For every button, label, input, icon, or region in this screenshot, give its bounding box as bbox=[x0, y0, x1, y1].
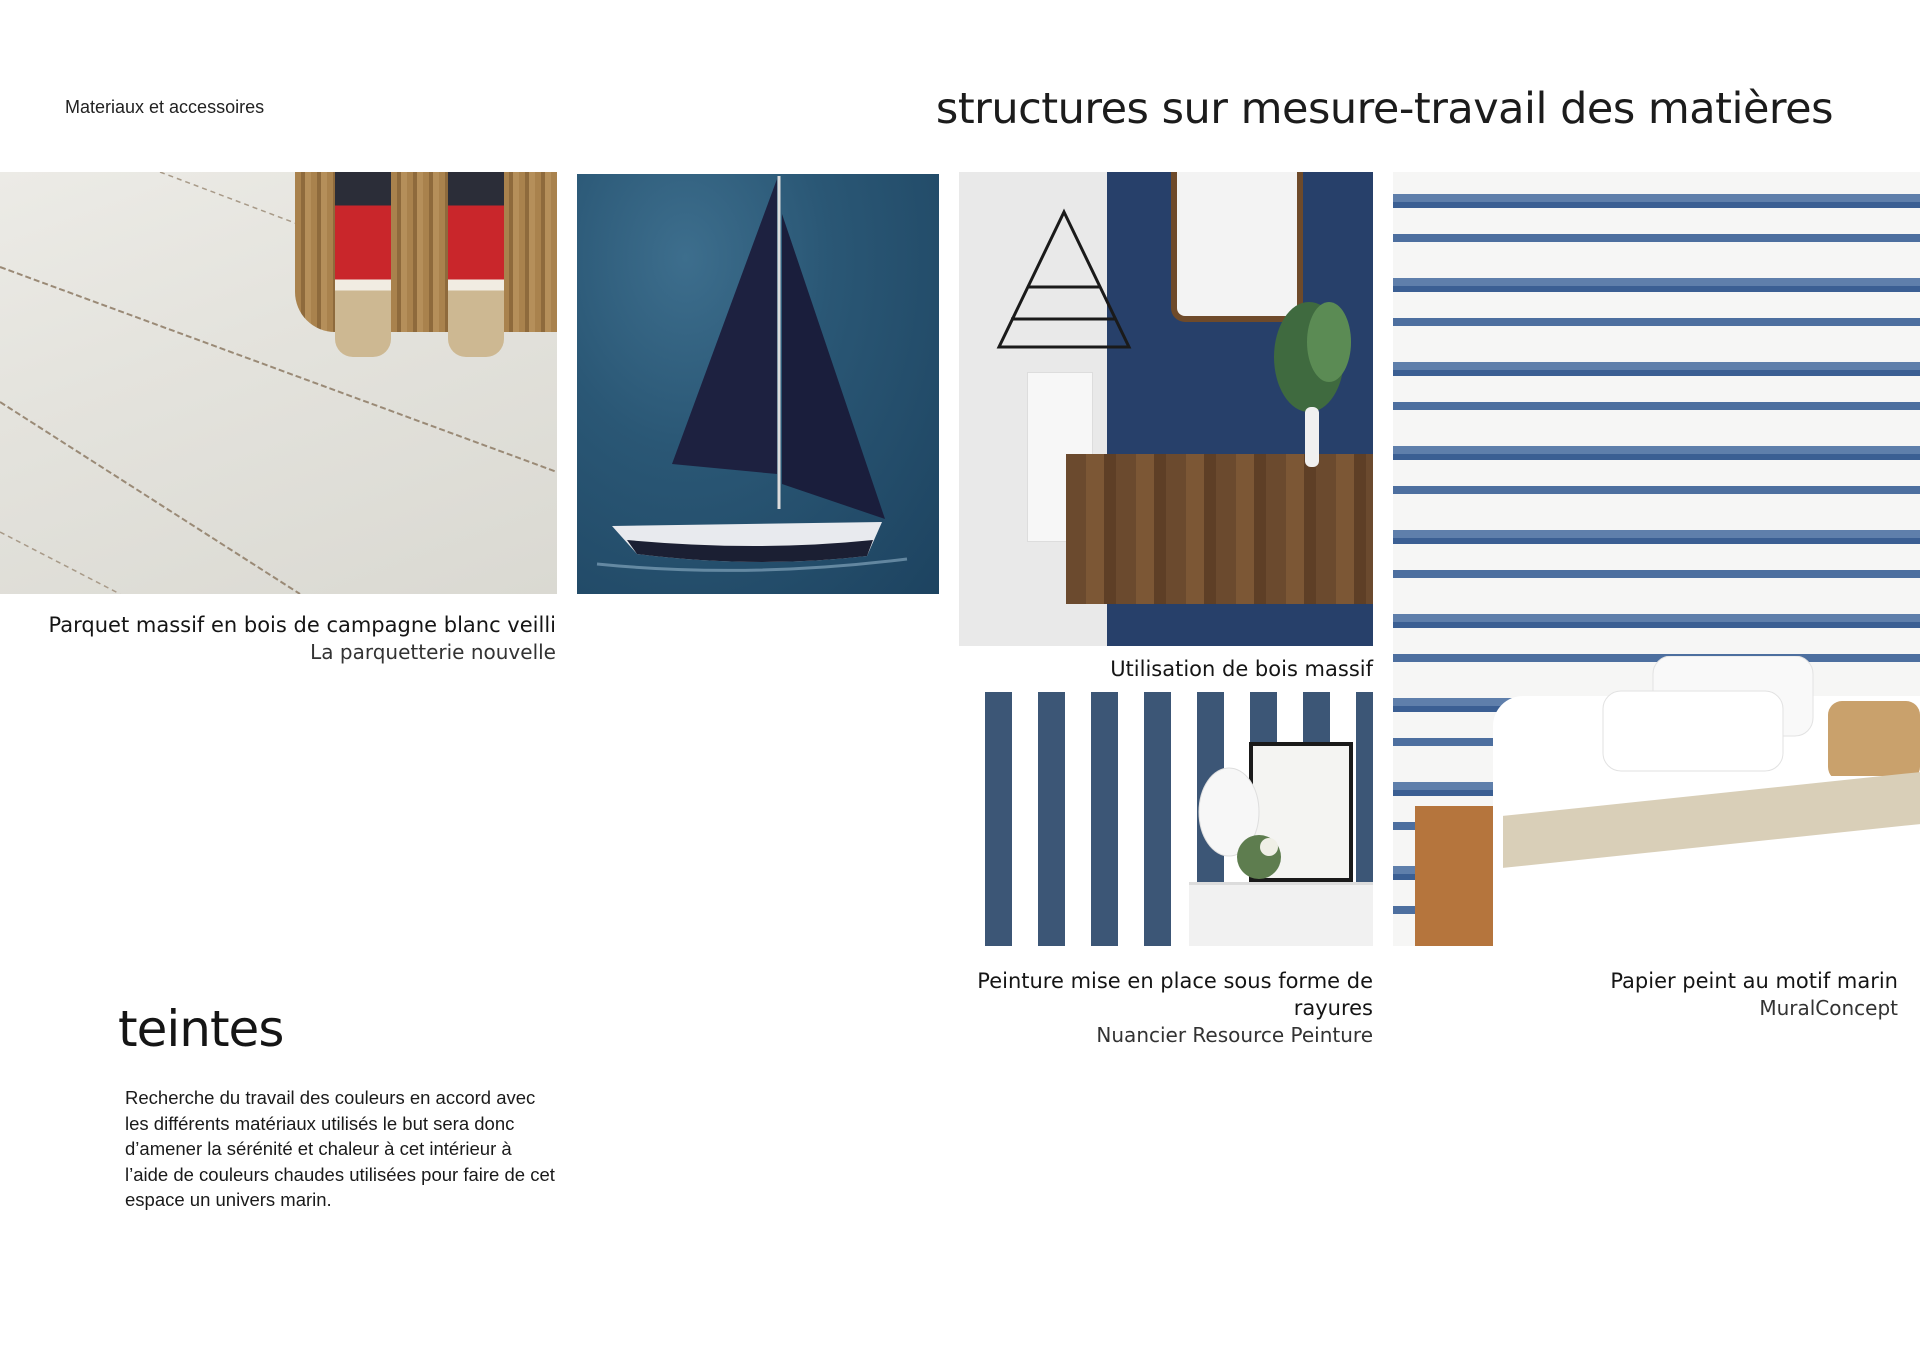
bathroom-wood-vanity-photo bbox=[959, 172, 1373, 646]
teintes-body: Recherche du travail des couleurs en accord avec les différents matériaux utilisés le but sera donc d’amener la sérénité et chaleur à cet intérieur à l’aide de couleurs chaudes utilisées pour faire de cet espace un univers marin. bbox=[125, 1087, 555, 1210]
bath-caption-title: Utilisation de bois massif bbox=[1110, 657, 1373, 681]
white-shelf bbox=[1189, 882, 1373, 946]
wooden-vanity bbox=[1066, 454, 1373, 604]
wallpaper-caption-title: Papier peint au motif marin bbox=[1610, 969, 1898, 993]
parquet-caption bbox=[49, 612, 556, 665]
stripes-caption-title-line2: rayures bbox=[1293, 996, 1373, 1020]
lamp-and-flowers bbox=[1194, 762, 1284, 892]
wallpaper-caption bbox=[1610, 968, 1898, 1021]
triangle-shelf bbox=[989, 207, 1139, 387]
wallpaper-caption-subtitle: MuralConcept bbox=[1759, 996, 1898, 1020]
striped-wall-photo bbox=[959, 692, 1373, 946]
parquet-floor-photo bbox=[0, 172, 557, 594]
parquet-caption-subtitle: La parquetterie nouvelle bbox=[310, 640, 556, 664]
parquet-caption-title: Parquet massif en bois de campagne blanc veilli bbox=[48, 613, 556, 637]
teintes-heading: teintes bbox=[118, 1000, 284, 1058]
rope-handle-right bbox=[448, 172, 504, 357]
sailboat-illustration bbox=[577, 174, 939, 594]
wooden-stool bbox=[1415, 806, 1499, 946]
sailboat-photo bbox=[577, 174, 939, 594]
section-label: Materiaux et accessoires bbox=[65, 97, 265, 117]
stripes-caption bbox=[977, 968, 1373, 1048]
marine-wallpaper-bedroom-photo bbox=[1393, 172, 1920, 946]
pillows bbox=[1493, 656, 1920, 776]
rope-handle-left bbox=[335, 172, 391, 357]
stripes-caption-title-line1: Peinture mise en place sous forme de bbox=[977, 969, 1373, 993]
plant-vase bbox=[1269, 302, 1359, 472]
mirror bbox=[1171, 172, 1303, 322]
page-title: structures sur mesure-travail des matières bbox=[935, 84, 1833, 134]
bath-caption bbox=[1110, 656, 1373, 683]
stripes-caption-subtitle: Nuancier Resource Peinture bbox=[1096, 1023, 1373, 1047]
